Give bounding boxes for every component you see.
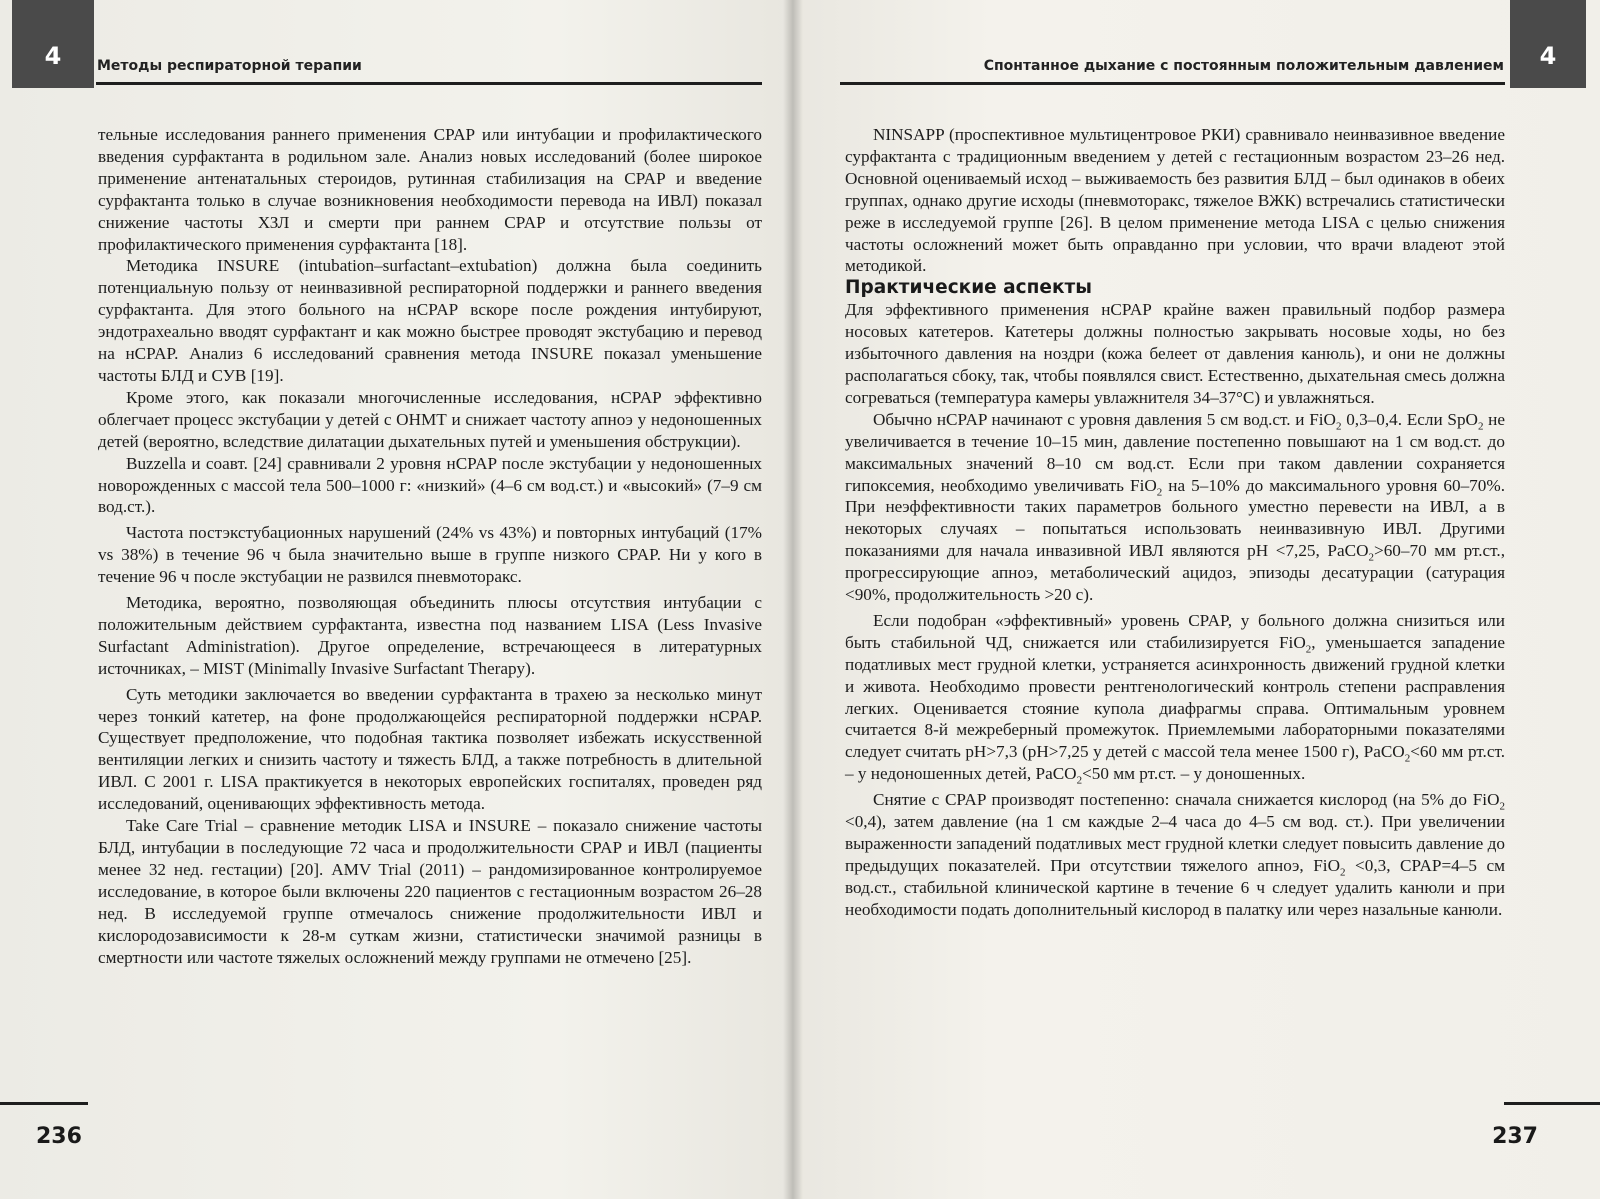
chapter-number: 4 bbox=[1539, 42, 1557, 70]
paragraph: Buzzella и соавт. [24] сравнивали 2 уровня нCPAP после экстубации у недоношенных новорожденных с массой тела 500–1000 г: «низкий» (4–6 см вод.ст.) и «высокий» (7–9 см вод.ст.). bbox=[98, 453, 762, 517]
page-number: 237 bbox=[1492, 1124, 1538, 1149]
left-page bbox=[0, 0, 793, 1199]
page-number: 236 bbox=[36, 1124, 82, 1149]
paragraph: Методика INSURE (intubation–surfactant–extubation) должна была соединить потенциальную пользу от неинвазивной респираторной поддержки и раннего введения сурфактанта. Для этого больного на нCPAP вскоре после рождения интубируют, эндотрахеально вводят сурфактант и как можно быстрее проводят экстубацию и перевод на нCPAP. Анализ 6 исследований сравнения метода INSURE показал уменьшение частоты БЛД и СУВ [19]. bbox=[98, 256, 762, 385]
text-column bbox=[845, 124, 1505, 921]
paragraph: Частота постэкстубационных нарушений (24% vs 43%) и повторных интубаций (17% vs 38%) в течение 96 ч была значительно выше в группе низкого CPAP. Ни у кого в течение 96 ч после экстубации не развился пневмоторакс. bbox=[98, 523, 762, 587]
right-page bbox=[793, 0, 1600, 1199]
paragraph: Суть методики заключается во введении сурфактанта в трахею за несколько минут через тонкий катетер, на фоне продолжающейся респираторной поддержки нCPAP. Существует предположение, что подобная тактика позволяет избежать искусственной вентиляции легких и снизить частоту и тяжесть БЛД, а также потребность в длительной ИВЛ. С 2001 г. LISA практикуется в некоторых европейских госпиталях, проведен ряд исследований, оценивающих эффективность метода. bbox=[98, 684, 762, 814]
running-head: Спонтанное дыхание с постоянным положительным давлением bbox=[983, 58, 1504, 74]
paragraph: Для эффективного применения нCPAP крайне важен правильный подбор размера носовых катетеров. Катетеры должны полностью закрывать носовые ходы, но без избыточного давления на ноздри (кожа белеет от давления канюль), и они не должны располагаться сбоку, так, чтобы появлялся свист. Естественно, дыхательная смесь должна согреваться (температура камеры увлажнителя 34–37°C) и увлажняться. bbox=[845, 300, 1505, 407]
section-title: Практические аспекты bbox=[845, 277, 1092, 299]
book-spine-shadow bbox=[783, 0, 803, 1199]
header-rule bbox=[840, 82, 1505, 85]
text-column bbox=[98, 124, 762, 968]
paragraph: тельные исследования раннего применения CPAP или интубации и профилактического введения сурфактанта в родильном зале. Анализ новых исследований (более широкое применение антенатальных стероидов, рутинная стабилизация на CPAP и введение сурфактанта только в случае возникновения необходимости перевода на ИВЛ) показал снижение частоты ХЗЛ и смерти при раннем CPAP и отсутствие пользы от профилактического применения сурфактанта [18]. bbox=[98, 125, 762, 254]
paragraph: Если подобран «эффективный» уровень CPAP, у больного должна снизиться или быть стабильной ЧД, снижается или стабилизируется FiO$_2$, уменьшается западение податливых мест грудной клетки, устраняется асинхронность движений грудной клетки и живота. Необходимо провести рентгенологический контроль степени расправления легких. Оценивается стояние купола диафрагмы справа. Оптимальным уровнем считается 8-й межреберный промежуток. Приемлемыми лабораторными показателями следует считать pH>7,3 (pH>7,25 у детей с массой тела менее 1500 г), PaCO$_2$<60 мм рт.ст. – у недоношенных детей, PaCO$_2$<50 мм рт.ст. – у доношенных. bbox=[845, 610, 1506, 787]
chapter-number: 4 bbox=[44, 42, 62, 70]
paragraph: Методика, вероятно, позволяющая объединить плюсы отсутствия интубации с положительным действием сурфактанта, известна под названием LISA (Less Invasive Surfactant Administration). Другое определение, встречающееся в литературных источниках, – MIST (Minimally Invasive Surfactant Therapy). bbox=[98, 593, 762, 678]
chapter-tab bbox=[12, 0, 94, 88]
paragraph: NINSAPP (проспективное мультицентровое РКИ) сравнивало неинвазивное введение сурфактанта с традиционным введением у детей с гестационным возрастом 23–26 нед. Основной оцениваемый исход – выживаемость без развития БЛД – был одинаков в обеих группах, однако другие исходы (пневмоторакс, тяжелое ВЖК) встречались статистически реже в исследуемой группе [26]. В целом применение метода LISA с целью снижения частоты осложнений может быть оправданно при условии, что врачи владеют этой методикой. bbox=[845, 125, 1505, 276]
paragraph: Кроме этого, как показали многочисленные исследования, нCPAP эффективно облегчает процесс экстубации у детей с ОНМТ и снижает частоту апноэ у недоношенных детей (вероятно, вследствие дилатации дыхательных путей и уменьшения обструкции). bbox=[98, 387, 762, 451]
footer-rule bbox=[1504, 1102, 1600, 1105]
running-head: Методы респираторной терапии bbox=[97, 58, 362, 74]
paragraph: Take Care Trial – сравнение методик LISA и INSURE – показало снижение частоты БЛД, интубации в последующие 72 часа и продолжительности CPAP и ИВЛ (пациенты менее 32 нед. гестации) [20]. AMV Trial (2011) – рандомизированное контролируемое исследование, в которое были включены 220 пациентов с гестационным возрастом 26–28 нед. В исследуемой группе отмечалось снижение продолжительности ИВЛ и кислородозависимости к 28-м суткам жизни, статистически значимой разницы в смертности или частоте тяжелых осложнений между группами не отмечено [25]. bbox=[98, 816, 762, 967]
chapter-tab bbox=[1510, 0, 1586, 88]
footer-rule bbox=[0, 1102, 88, 1105]
header-rule bbox=[96, 82, 762, 85]
paragraph: Обычно нCPAP начинают с уровня давления 5 см вод.ст. и FiO$_2$ 0,3–0,4. Если SpO$_2$ не увеличивается в течение 10–15 мин, давление постепенно повышают на 1 см вод.ст. до максимальных значений 8–10 см вод.ст. Если при таком давлении сохраняется гипоксемия, необходимо увеличивать FiO$_2$ на 5–10% до максимального уровня 60–70%. При неэффективности таких параметров больного уместно перевести на ИВЛ, а в некоторых случаях – попытаться использовать неинвазивную ИВЛ. Другими показаниями для начала инвазивной ИВЛ являются pH <7,25, PaCO$_2$>60–70 мм рт.ст., прогрессирующие апноэ, метаболический ацидоз, эпизоды десатурации (сатурация <90%, продолжительность >20 с). bbox=[845, 409, 1505, 605]
paragraph: Снятие с CPAP производят постепенно: сначала снижается кислород (на 5% до FiO$_2$ <0,4), затем давление (на 1 см каждые 2–4 часа до 4–5 см вод. ст.). При увеличении выраженности западений податливых мест грудной клетки следует повысить давление до предыдущих показателей. При отсутствии тяжелого апноэ, FiO$_2$ <0,3, CPAP=4–5 см вод.ст., стабильной клинической картине в течение 6 ч следует удалить канюли и при необходимости подать дополнительный кислород в палатку или через назальные канюли. bbox=[845, 790, 1505, 919]
